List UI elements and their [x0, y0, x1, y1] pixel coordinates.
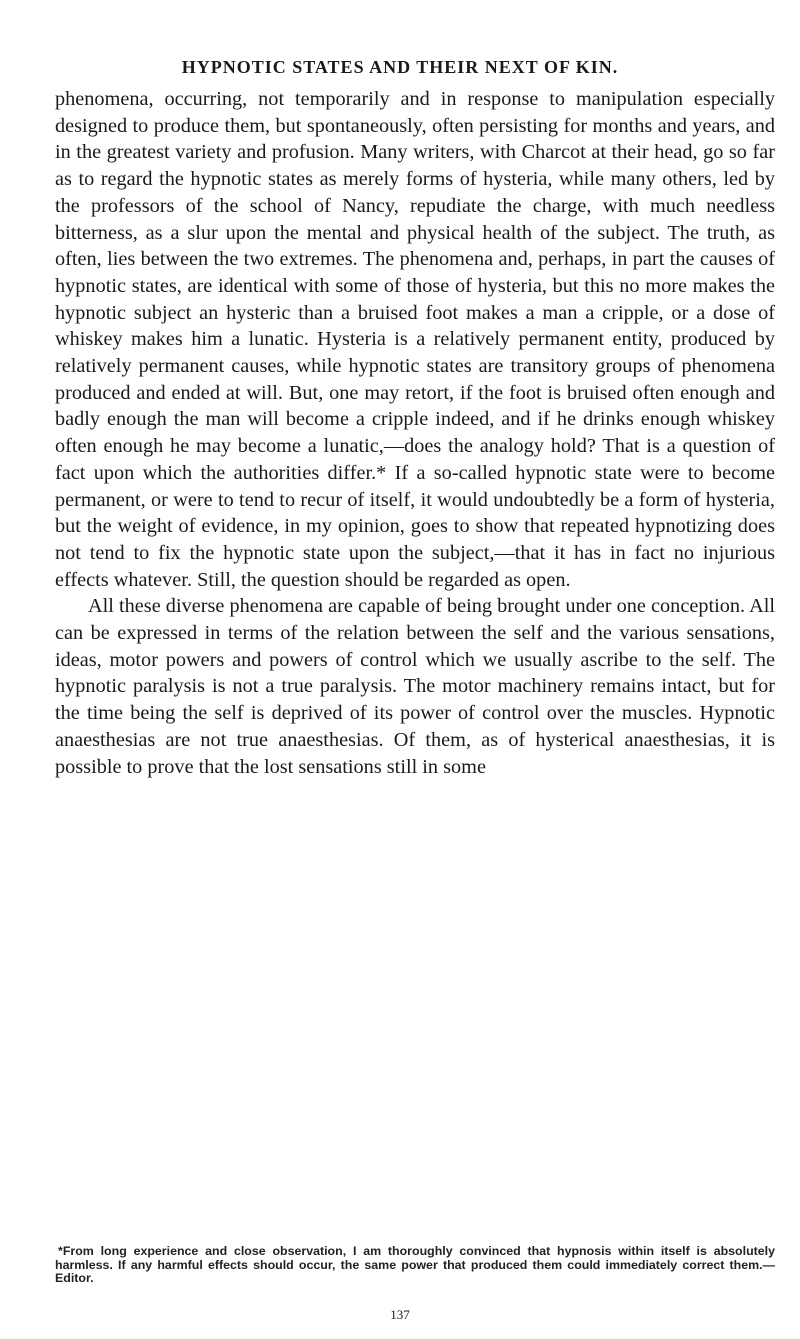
paragraph-conception: All these diverse phenomena are capable of being brought under one conception. All can be expressed in terms of the relation between the self and the various sensations, ideas, motor powers and powers of control which we usually ascribe to the self. The hypnotic paralysis is not a true paralysis. The motor machinery remains intact, but for the time being the self is deprived of its power of control over the muscles. Hypnotic anaesthesias are not true anaesthesias. Of them, as of hysterical anaesthesias, it is possible to prove that the lost sensations still in some — [55, 595, 775, 778]
paragraph-continuation: phenomena, occurring, not temporarily and in response to manipulation especially designed to produce them, but spontaneously, often persisting for months and years, and in the greatest variety and profusion. Many writers, with Charcot at their head, go so far as to regard the hypnotic states as merely forms of hysteria, while many others, led by the professors of the school of Nancy, repudiate the charge, with much needless bitterness, as a slur upon the mental and physical health of the subject. The truth, as often, lies between the two extremes. The phenomena and, perhaps, in part the causes of hypnotic states, are identical with some of those of hysteria, but this no more makes the hypnotic subject an hysteric than a bruised foot makes a man a cripple, or a dose of whiskey makes him a lunatic. Hysteria is a relatively permanent entity, produced by relatively permanent causes, while hypnotic states are transitory groups of phenomena produced and ended at will. But, one may retort, if the foot is bruised often enough and badly enough the man will become a cripple indeed, and if he drinks enough whiskey often enough he may become a lunatic,—does the analogy hold? That is a question of fact upon which the authorities differ.* If a so-called hypnotic state were to become permanent, or were to tend to recur of itself, it would undoubtedly be a form of hysteria, but the weight of evidence, in my opinion, goes to show that repeated hypnotizing does not tend to fix the hypnotic state upon the subject,—that it has in fact no injurious effects whatever. Still, the question should be regarded as open. — [55, 88, 775, 591]
page-number: 137 — [390, 1307, 410, 1322]
body-text — [55, 86, 775, 780]
footnote — [55, 1245, 775, 1286]
footnote-text: *From long experience and close observation, I am thoroughly convinced that hypnosis within itself is absolutely harmless. If any harmful effects should occur, the same power that produced them could immediately correct them.—Editor. — [55, 1244, 775, 1286]
running-head: HYPNOTIC STATES AND THEIR NEXT OF KIN. — [181, 57, 619, 77]
